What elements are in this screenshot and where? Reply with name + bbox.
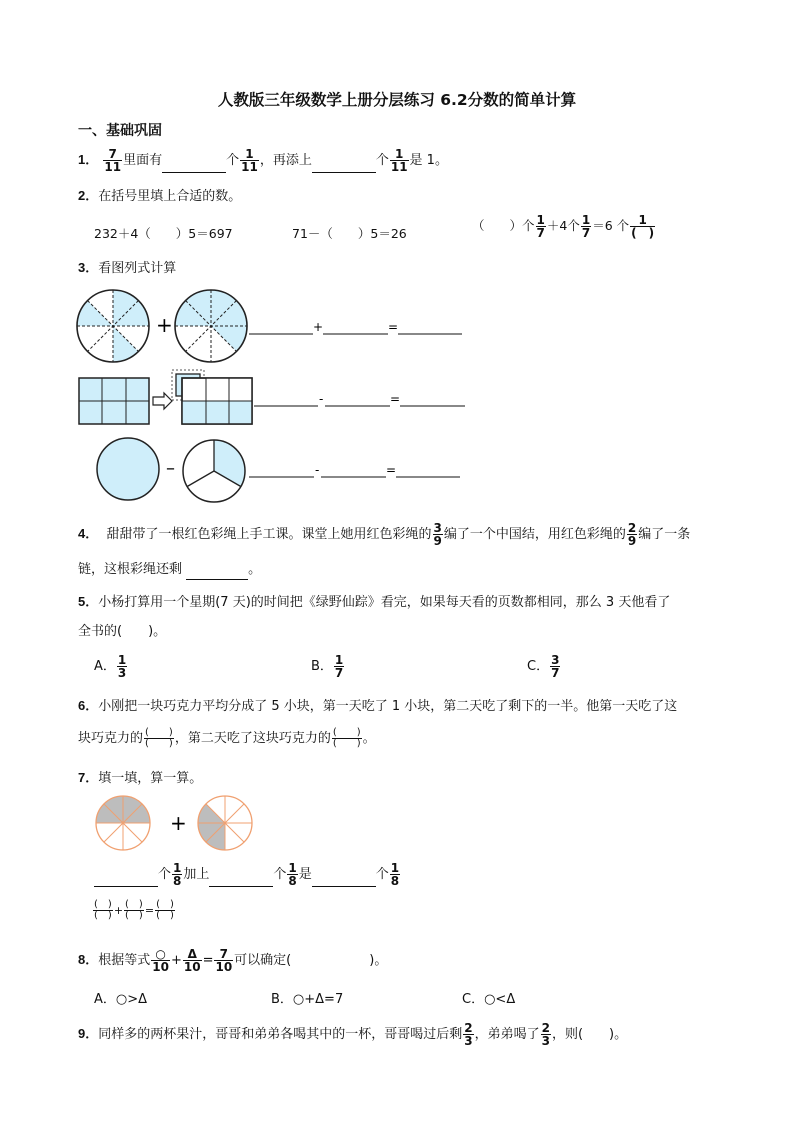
op-minus: –	[166, 458, 175, 479]
equals-sign: =	[386, 463, 397, 477]
fraction: $\frac{1}{11}$	[390, 147, 408, 174]
fraction-blank[interactable]: $\frac{( )}{( )}$	[145, 727, 173, 749]
q7-circle-right	[198, 796, 252, 850]
q3-circle-full	[97, 438, 159, 500]
q2-expression-2: 71－（ ）5＝26	[292, 226, 407, 241]
option-b[interactable]: B．○+Δ=7	[271, 992, 344, 1007]
question-4-cont: 链，这根彩绳还剩 。	[78, 560, 261, 580]
question-3: 3．看图列式计算	[78, 260, 177, 276]
fraction-blank[interactable]: $\frac{( )}{( )}$	[332, 727, 361, 749]
q2-expression-3: （ ）个 $\frac{1}{7}$ ＋4个 $\frac{1}{7}$ ＝6 个 $\frac{1}{( )}$	[472, 213, 655, 240]
q3-circle-thirds	[183, 440, 245, 502]
q2-expression-1: 232＋4（ ）5＝697	[94, 226, 233, 241]
option-b[interactable]: B． $\frac{1}{7}$	[311, 653, 344, 680]
option-a[interactable]: A．○>Δ	[94, 992, 148, 1007]
answer-blank[interactable]	[186, 565, 248, 580]
question-5-cont: 全书的( )。	[78, 624, 167, 639]
q3-grid-left	[79, 378, 149, 424]
question-7: 7．填一填，算一算。	[78, 770, 203, 786]
option-c[interactable]: C．○<Δ	[462, 992, 516, 1007]
q7-circle-left	[96, 796, 150, 850]
fraction-blank[interactable]: $\frac{( )}{( )}$	[125, 899, 143, 921]
question-9: 9．同样多的两杯果汁，哥哥和弟弟各喝其中的一杯，哥哥喝过后剩 $\frac{2}{3}$ ，弟弟喝了 $\frac{2}{3}$ ，则( )。	[78, 1021, 628, 1048]
option-a[interactable]: A． $\frac{1}{3}$	[94, 653, 127, 680]
equals-sign: =	[390, 392, 401, 406]
minus-sign: -	[319, 392, 324, 406]
question-5: 5．小杨打算用一个星期(7 天)的时间把《绿野仙踪》看完，如果每天看的页数都相同，那么 3 天他看了	[78, 594, 671, 610]
question-2: 2．在括号里填上合适的数。	[78, 188, 242, 204]
minus-sign: -	[315, 463, 320, 477]
answer-blank[interactable]	[312, 872, 376, 887]
arrow-icon	[153, 393, 172, 409]
equals-sign: =	[388, 320, 399, 334]
question-7-fill: 个 $\frac{1}{8}$ 加上 个 $\frac{1}{8}$ 是 个 $\frac{1}{8}$	[94, 862, 401, 887]
question-1: 1． $\frac{7}{11}$ 里面有 个 $\frac{1}{11}$ ，再添上 个 $\frac{1}{11}$ 是 1。	[78, 147, 448, 174]
q3-circle-right	[175, 290, 247, 362]
op-plus: +	[170, 811, 187, 835]
q3-grid-right	[172, 370, 252, 424]
question-7-equation: $\frac{( )}{( )}$ + $\frac{( )}{( )}$ = $\frac{( )}{( )}$	[94, 899, 174, 921]
fraction-blank[interactable]: $\frac{( )}{( )}$	[156, 899, 174, 921]
question-6: 6．小刚把一块巧克力平均分成了 5 小块，第一天吃了 1 小块，第二天吃了剩下的一半。他第一天吃了这	[78, 698, 678, 714]
question-8: 8．根据等式 $\frac{○}{10}$ + $\frac{\Delta}{10}$ = $\frac{7}{10}$ 可以确定( )。	[78, 947, 388, 974]
fraction-blank[interactable]: $\frac{( )}{( )}$	[94, 899, 112, 921]
section-heading: 一、基础巩固	[78, 123, 162, 139]
fraction: $\frac{7}{11}$	[104, 147, 122, 174]
option-c[interactable]: C． $\frac{3}{7}$	[527, 653, 560, 680]
answer-blank[interactable]	[94, 872, 158, 887]
question-6-cont: 块巧克力的 $\frac{( )}{( )}$ ，第二天吃了这块巧克力的 $\frac{( )}{( )}$ 。	[78, 727, 376, 749]
fraction: $\frac{1}{11}$	[241, 147, 258, 174]
q3-circle-left	[77, 290, 149, 362]
op-plus: +	[156, 313, 173, 337]
plus-sign: +	[313, 320, 324, 334]
answer-blank[interactable]	[209, 872, 273, 887]
question-4: 4． 甜甜带了一根红色彩绳上手工课。课堂上她用红色彩绳的 $\frac{3}{9}$ 编了一个中国结，用红色彩绳的 $\frac{2}{9}$ 编了一条	[78, 521, 691, 548]
page-title: 人教版三年级数学上册分层练习 6.2分数的简单计算	[217, 91, 577, 109]
